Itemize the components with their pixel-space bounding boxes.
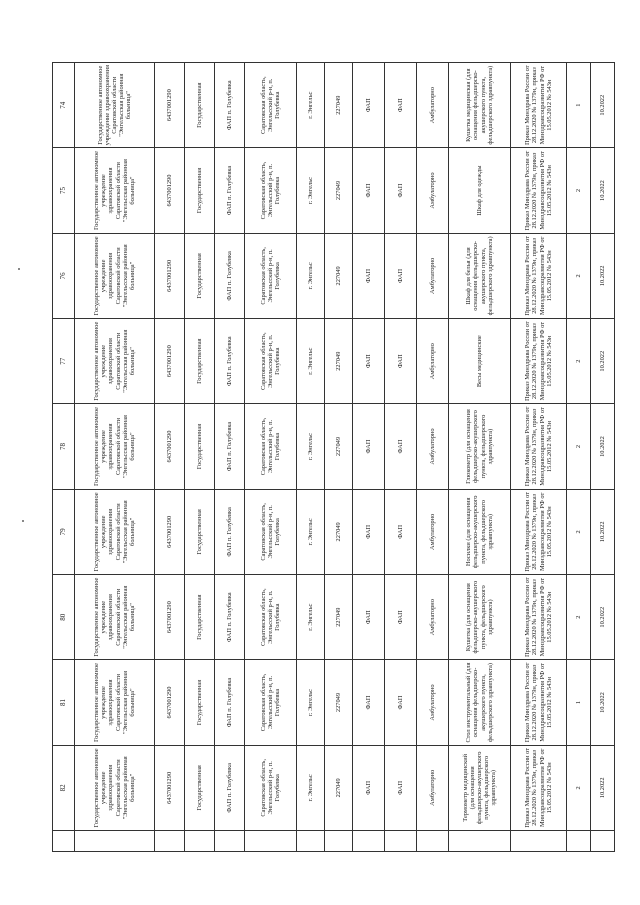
cell-type: ФАП: [353, 319, 385, 404]
cell-num: 76: [53, 233, 75, 318]
cell-date: 10.2022: [591, 233, 615, 318]
cell-subtype: ФАП: [385, 148, 417, 233]
row-date: [591, 63, 615, 852]
cell-address: Саратовская область, Энгельсский р-н, п. Голубевка: [245, 233, 297, 318]
cell-unit: ФАП п. Голубевка: [215, 404, 245, 489]
cell-qty: 1: [567, 660, 591, 745]
cell-ownership: Государственная: [185, 745, 215, 830]
cell-inn: 6437001290: [155, 660, 185, 745]
equipment-table: [52, 62, 615, 852]
cell-item: Весы медицинские: [449, 319, 511, 404]
cell-ownership: Государственная: [185, 489, 215, 574]
cell-city: г. Энгельс: [297, 660, 325, 745]
cell-type: ФАП: [353, 745, 385, 830]
cell-city: г. Энгельс: [297, 319, 325, 404]
cell-org: Государственное автономное учреждение здравоохранения Саратовской области "Энгельсская районная больница": [75, 575, 155, 660]
cell-ownership: Государственная: [185, 319, 215, 404]
row-item: [449, 63, 511, 852]
cell-inn: 6437001290: [155, 63, 185, 148]
cell-org: Государственное автономное учреждение здравоохранения Саратовской области "Энгельсская районная больница": [75, 233, 155, 318]
cell-unit: ФАП п. Голубевка: [215, 660, 245, 745]
cell-care: Амбулаторно: [417, 319, 449, 404]
cell-type: ФАП: [353, 233, 385, 318]
cell-address: Саратовская область, Энгельсский р-н, п. Голубевка: [245, 575, 297, 660]
cell-type: ФАП: [353, 148, 385, 233]
cell-city: г. Энгельс: [297, 489, 325, 574]
lead-cell: [215, 831, 245, 852]
cell-address: Саратовская область, Энгельсский р-н, п. Голубевка: [245, 660, 297, 745]
cell-care: Амбулаторно: [417, 575, 449, 660]
lead-cell: [567, 831, 591, 852]
cell-type: ФАП: [353, 660, 385, 745]
cell-order: Приказ Минздрава России от 28.12.2020 № 1379н, приказ Минздравсоцразвития РФ от 15.05.2012 № 543н: [511, 489, 567, 574]
cell-inn: 6437001290: [155, 745, 185, 830]
scan-mark: [18, 268, 20, 270]
cell-date: 10.2022: [591, 319, 615, 404]
cell-org: Государственное автономное учреждение здравоохранения Саратовской области "Энгельсская районная больница": [75, 745, 155, 830]
cell-type: ФАП: [353, 63, 385, 148]
row-care: [417, 63, 449, 852]
lead-cell: [511, 831, 567, 852]
cell-subtype: ФАП: [385, 233, 417, 318]
cell-item: Носилки (для оснащения фельдшерско-акушерского пункта, фельдшерского здравпункта): [449, 489, 511, 574]
cell-inn: 6437001290: [155, 319, 185, 404]
cell-subtype: ФАП: [385, 660, 417, 745]
cell-org: Государственное автономное учреждение здравоохранения Саратовской области "Энгельсская районная больница": [75, 489, 155, 574]
cell-date: 10.2022: [591, 404, 615, 489]
lead-cell: [297, 831, 325, 852]
cell-qty: 2: [567, 745, 591, 830]
cell-unit: ФАП п. Голубевка: [215, 745, 245, 830]
cell-item: Глюкометр (для оснащения фельдшерско-акушерского пункта, фельдшерского здравпункта): [449, 404, 511, 489]
cell-zip: 227049: [325, 148, 353, 233]
row-subtype: [385, 63, 417, 852]
cell-num: 80: [53, 575, 75, 660]
cell-care: Амбулаторно: [417, 745, 449, 830]
cell-qty: 1: [567, 63, 591, 148]
lead-cell: [353, 831, 385, 852]
cell-order: Приказ Минздрава России от 28.12.2020 № 1379н, приказ Минздравсоцразвития РФ от 15.05.2012 № 543н: [511, 745, 567, 830]
row-inn: [155, 63, 185, 852]
cell-city: г. Энгельс: [297, 233, 325, 318]
cell-order: Приказ Минздрава России от 28.12.2020 № 1379н, приказ Минздравсоцразвития РФ от 15.05.2012 № 543н: [511, 63, 567, 148]
cell-order: Приказ Минздрава России от 28.12.2020 № 1379н, приказ Минздравсоцразвития РФ от 15.05.2012 № 543н: [511, 575, 567, 660]
cell-num: 79: [53, 489, 75, 574]
cell-city: г. Энгельс: [297, 63, 325, 148]
lead-cell: [449, 831, 511, 852]
cell-org: Государственное автономное учреждение здравоохранения Саратовской области "Энгельсская районная больница": [75, 63, 155, 148]
cell-type: ФАП: [353, 489, 385, 574]
cell-qty: 2: [567, 489, 591, 574]
cell-inn: 6437001290: [155, 575, 185, 660]
cell-zip: 227049: [325, 745, 353, 830]
lead-cell: [53, 831, 75, 852]
cell-unit: ФАП п. Голубевка: [215, 319, 245, 404]
lead-cell: [185, 831, 215, 852]
cell-qty: 2: [567, 233, 591, 318]
cell-date: 10.2022: [591, 575, 615, 660]
cell-ownership: Государственная: [185, 404, 215, 489]
cell-ownership: Государственная: [185, 63, 215, 148]
cell-subtype: ФАП: [385, 489, 417, 574]
row-num: [53, 63, 75, 852]
row-zip: [325, 63, 353, 852]
cell-date: 10.2022: [591, 63, 615, 148]
cell-address: Саратовская область, Энгельсский р-н, п. Голубевка: [245, 319, 297, 404]
cell-zip: 227049: [325, 63, 353, 148]
cell-qty: 2: [567, 575, 591, 660]
cell-zip: 227049: [325, 489, 353, 574]
lead-cell: [75, 831, 155, 852]
cell-subtype: ФАП: [385, 404, 417, 489]
row-order: [511, 63, 567, 852]
cell-address: Саратовская область, Энгельсский р-н, п. Голубевка: [245, 404, 297, 489]
cell-qty: 2: [567, 319, 591, 404]
cell-num: 82: [53, 745, 75, 830]
lead-cell: [155, 831, 185, 852]
cell-date: 10.2022: [591, 489, 615, 574]
cell-unit: ФАП п. Голубевка: [215, 575, 245, 660]
cell-date: 10.2022: [591, 148, 615, 233]
lead-cell: [325, 831, 353, 852]
row-unit: [215, 63, 245, 852]
cell-subtype: ФАП: [385, 575, 417, 660]
cell-org: Государственное автономное учреждение здравоохранения Саратовской области "Энгельсская районная больница": [75, 148, 155, 233]
cell-date: 10.2022: [591, 745, 615, 830]
cell-item: Шкаф для белья (для оснащения фельдшерско-акушерского пункта, фельдшерского здравпункта): [449, 233, 511, 318]
cell-city: г. Энгельс: [297, 575, 325, 660]
cell-zip: 227049: [325, 233, 353, 318]
cell-ownership: Государственная: [185, 575, 215, 660]
cell-type: ФАП: [353, 404, 385, 489]
cell-org: Государственное автономное учреждение здравоохранения Саратовской области "Энгельсская районная больница": [75, 404, 155, 489]
row-org: [75, 63, 155, 852]
rotated-table-wrapper: [52, 62, 606, 852]
cell-num: 75: [53, 148, 75, 233]
cell-unit: ФАП п. Голубевка: [215, 233, 245, 318]
cell-inn: 6437001290: [155, 233, 185, 318]
cell-care: Амбулаторно: [417, 660, 449, 745]
cell-order: Приказ Минздрава России от 28.12.2020 № 1379н, приказ Минздравсоцразвития РФ от 15.05.2012 № 543н: [511, 404, 567, 489]
cell-order: Приказ Минздрава России от 28.12.2020 № 1379н, приказ Минздравсоцразвития РФ от 15.05.2012 № 543н: [511, 148, 567, 233]
lead-cell: [417, 831, 449, 852]
cell-ownership: Государственная: [185, 660, 215, 745]
cell-care: Амбулаторно: [417, 489, 449, 574]
cell-org: Государственное автономное учреждение здравоохранения Саратовской области "Энгельсская районная больница": [75, 319, 155, 404]
lead-cell: [245, 831, 297, 852]
row-address: [245, 63, 297, 852]
cell-subtype: ФАП: [385, 745, 417, 830]
cell-unit: ФАП п. Голубевка: [215, 63, 245, 148]
row-qty: [567, 63, 591, 852]
cell-address: Саратовская область, Энгельсский р-н, п. Голубевка: [245, 745, 297, 830]
cell-address: Саратовская область, Энгельсский р-н, п. Голубевка: [245, 489, 297, 574]
cell-zip: 227049: [325, 575, 353, 660]
cell-inn: 6437001290: [155, 489, 185, 574]
cell-zip: 227049: [325, 404, 353, 489]
scan-mark: [22, 520, 24, 522]
cell-item: Кушетка (для оснащения фельдшерско-акушерского пункта, фельдшерского здравпункта): [449, 575, 511, 660]
row-type: [353, 63, 385, 852]
cell-ownership: Государственная: [185, 233, 215, 318]
cell-qty: 2: [567, 148, 591, 233]
row-city: [297, 63, 325, 852]
cell-item: Шкаф для одежды: [449, 148, 511, 233]
cell-address: Саратовская область, Энгельсский р-н, п. Голубевка: [245, 63, 297, 148]
cell-subtype: ФАП: [385, 319, 417, 404]
cell-qty: 2: [567, 404, 591, 489]
cell-zip: 227049: [325, 660, 353, 745]
cell-date: 10.2022: [591, 660, 615, 745]
cell-item: Термометр медицинский (для оснащения фельдшерско-акушерского пункта, фельдшерского здравпункта): [449, 745, 511, 830]
cell-num: 74: [53, 63, 75, 148]
cell-org: Государственное автономное учреждение здравоохранения Саратовской области "Энгельсская районная больница": [75, 660, 155, 745]
cell-ownership: Государственная: [185, 148, 215, 233]
cell-care: Амбулаторно: [417, 63, 449, 148]
cell-unit: ФАП п. Голубевка: [215, 148, 245, 233]
cell-city: г. Энгельс: [297, 404, 325, 489]
cell-care: Амбулаторно: [417, 233, 449, 318]
cell-care: Амбулаторно: [417, 404, 449, 489]
row-ownership: [185, 63, 215, 852]
cell-unit: ФАП п. Голубевка: [215, 489, 245, 574]
cell-item: Кушетка медицинская (для оснащения фельдшерско-акушерского пункта, фельдшерского здравпункта): [449, 63, 511, 148]
table-body: [53, 63, 615, 852]
cell-care: Амбулаторно: [417, 148, 449, 233]
lead-cell: [385, 831, 417, 852]
lead-cell: [591, 831, 615, 852]
cell-inn: 6437001290: [155, 148, 185, 233]
cell-order: Приказ Минздрава России от 28.12.2020 № 1379н, приказ Минздравсоцразвития РФ от 15.05.2012 № 543н: [511, 233, 567, 318]
cell-city: г. Энгельс: [297, 745, 325, 830]
cell-subtype: ФАП: [385, 63, 417, 148]
cell-num: 78: [53, 404, 75, 489]
cell-num: 77: [53, 319, 75, 404]
cell-num: 81: [53, 660, 75, 745]
cell-order: Приказ Минздрава России от 28.12.2020 № 1379н, приказ Минздравсоцразвития РФ от 15.05.2012 № 543н: [511, 660, 567, 745]
cell-item: Стол инструментальный (для оснащения фельдшерско-акушерского пункта, фельдшерского здравпункта): [449, 660, 511, 745]
cell-order: Приказ Минздрава России от 28.12.2020 № 1379н, приказ Минздравсоцразвития РФ от 15.05.2012 № 543н: [511, 319, 567, 404]
cell-zip: 227049: [325, 319, 353, 404]
cell-address: Саратовская область, Энгельсский р-н, п. Голубевка: [245, 148, 297, 233]
cell-city: г. Энгельс: [297, 148, 325, 233]
cell-type: ФАП: [353, 575, 385, 660]
cell-inn: 6437001290: [155, 404, 185, 489]
